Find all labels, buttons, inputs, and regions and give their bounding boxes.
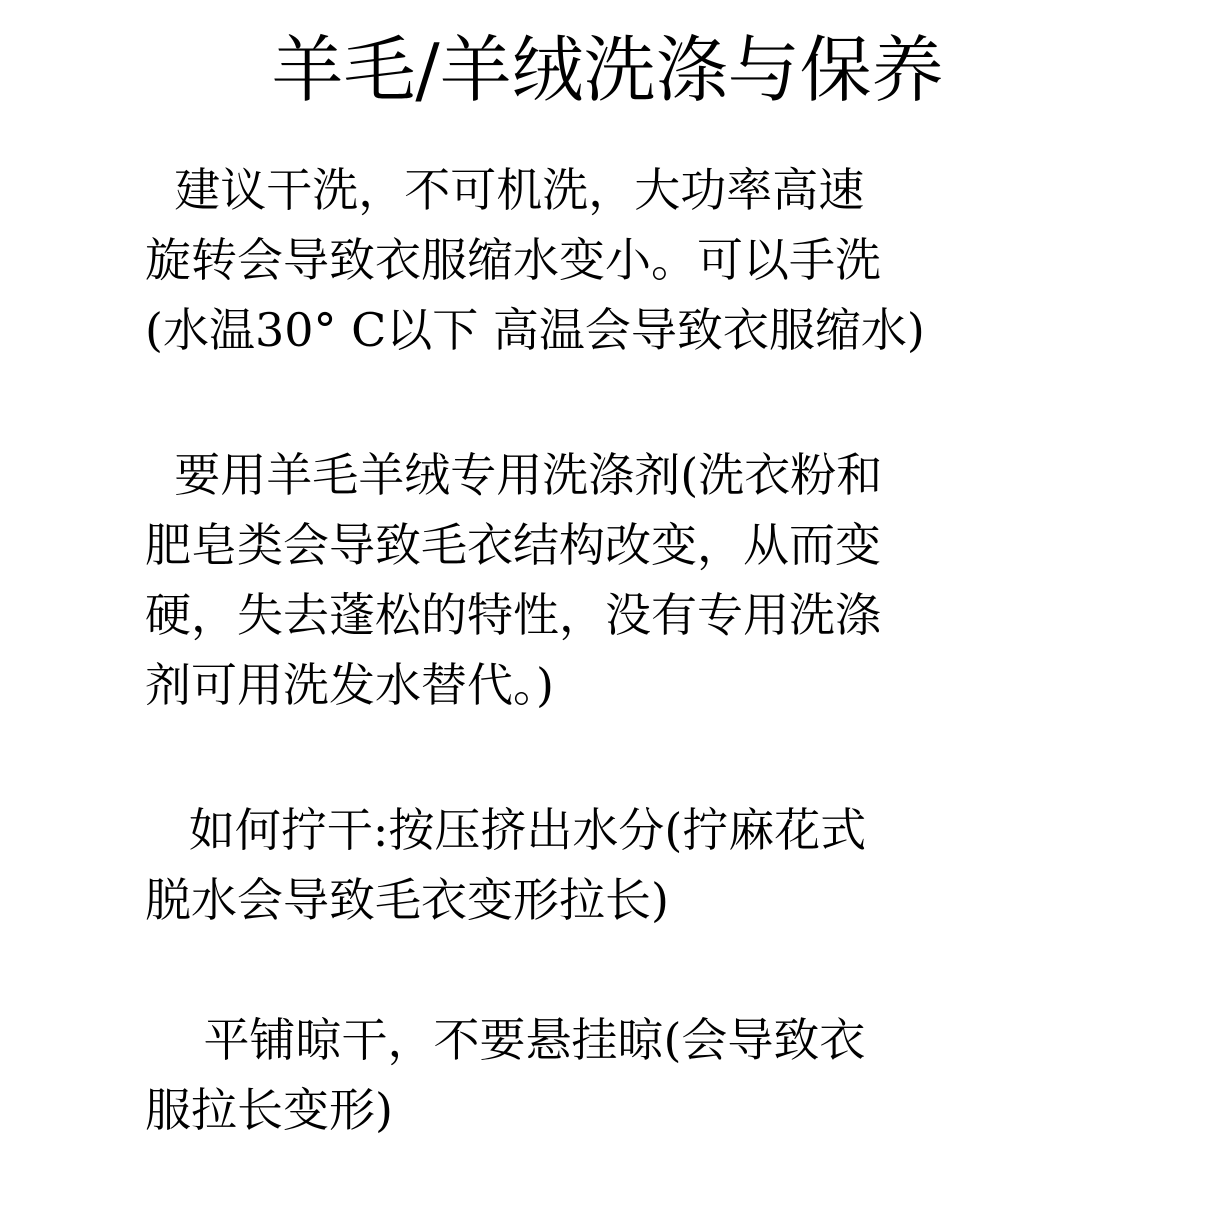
paragraph-wring-dry — [145, 795, 1085, 935]
page-title: 羊毛/羊绒洗涤与保养 — [271, 28, 944, 112]
paragraph-dry-clean — [145, 155, 1085, 365]
paragraph-line: 硬，失去蓬松的特性，没有专用洗涤 — [145, 588, 881, 642]
paragraph-line: 要用羊毛羊绒专用洗涤剂(洗衣粉和 — [145, 448, 883, 502]
paragraph-lay-flat — [145, 1005, 1085, 1145]
paragraph-line: 剂可用洗发水替代。) — [145, 658, 554, 712]
paragraph-line: 脱水会导致毛衣变形拉长) — [145, 873, 669, 927]
paragraph-line: 如何拧干:按压挤出水分(拧麻花式 — [145, 803, 867, 857]
paragraph-line: 建议干洗，不可机洗，大功率高速 — [145, 163, 865, 217]
paragraph-line: 旋转会导致衣服缩水变小。可以手洗 — [145, 233, 881, 287]
paragraph-line: 肥皂类会导致毛衣结构改变，从而变 — [145, 518, 881, 572]
paragraph-detergent — [145, 440, 1085, 720]
paragraph-line: (水温30° C以下 高温会导致衣服缩水) — [145, 303, 925, 357]
paragraph-line: 服拉长变形) — [145, 1083, 393, 1137]
paragraph-line: 平铺晾干，不要悬挂晾(会导致衣 — [145, 1013, 866, 1067]
